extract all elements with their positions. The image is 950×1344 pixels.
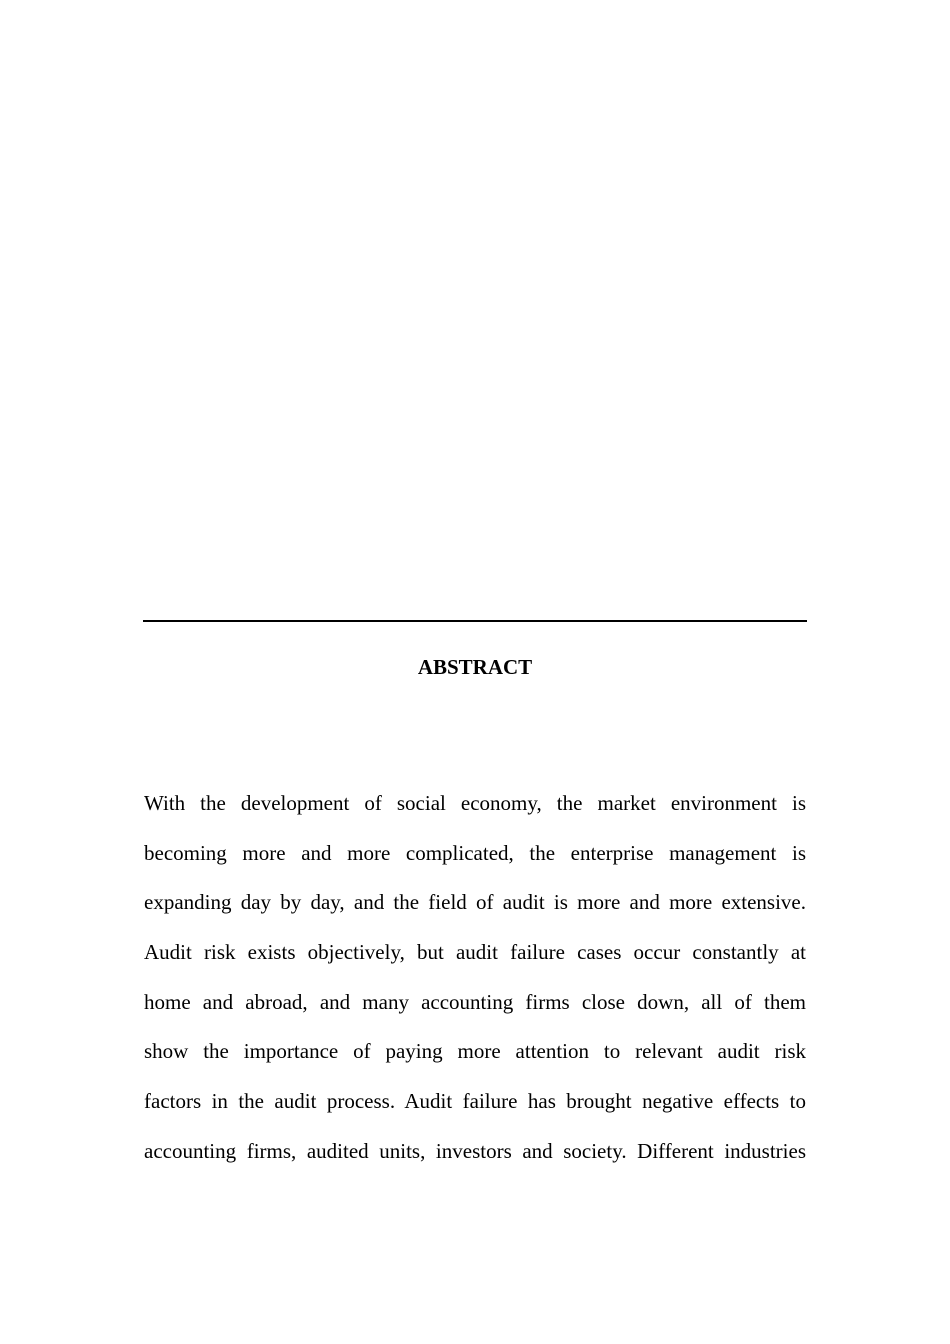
body-line: factors in the audit process. Audit failure has brought negative effects to (144, 1089, 806, 1114)
abstract-heading: ABSTRACT (417, 655, 533, 679)
body-line: With the development of social economy, the market environment is (144, 791, 806, 815)
body-line: accounting firms, audited units, investors and society. Different industries (144, 1138, 806, 1163)
body-line: Audit risk exists objectively, but audit failure cases occur constantly at (144, 940, 806, 965)
section-divider (143, 620, 807, 622)
abstract-body (144, 787, 806, 1185)
body-line: show the importance of paying more attention to relevant audit risk (144, 1039, 806, 1064)
body-line: expanding day by day, and the field of audit is more and more extensive. (144, 890, 806, 915)
body-line: home and abroad, and many accounting firms close down, all of them (144, 989, 806, 1014)
body-line: becoming more and more complicated, the enterprise management is (144, 840, 806, 865)
